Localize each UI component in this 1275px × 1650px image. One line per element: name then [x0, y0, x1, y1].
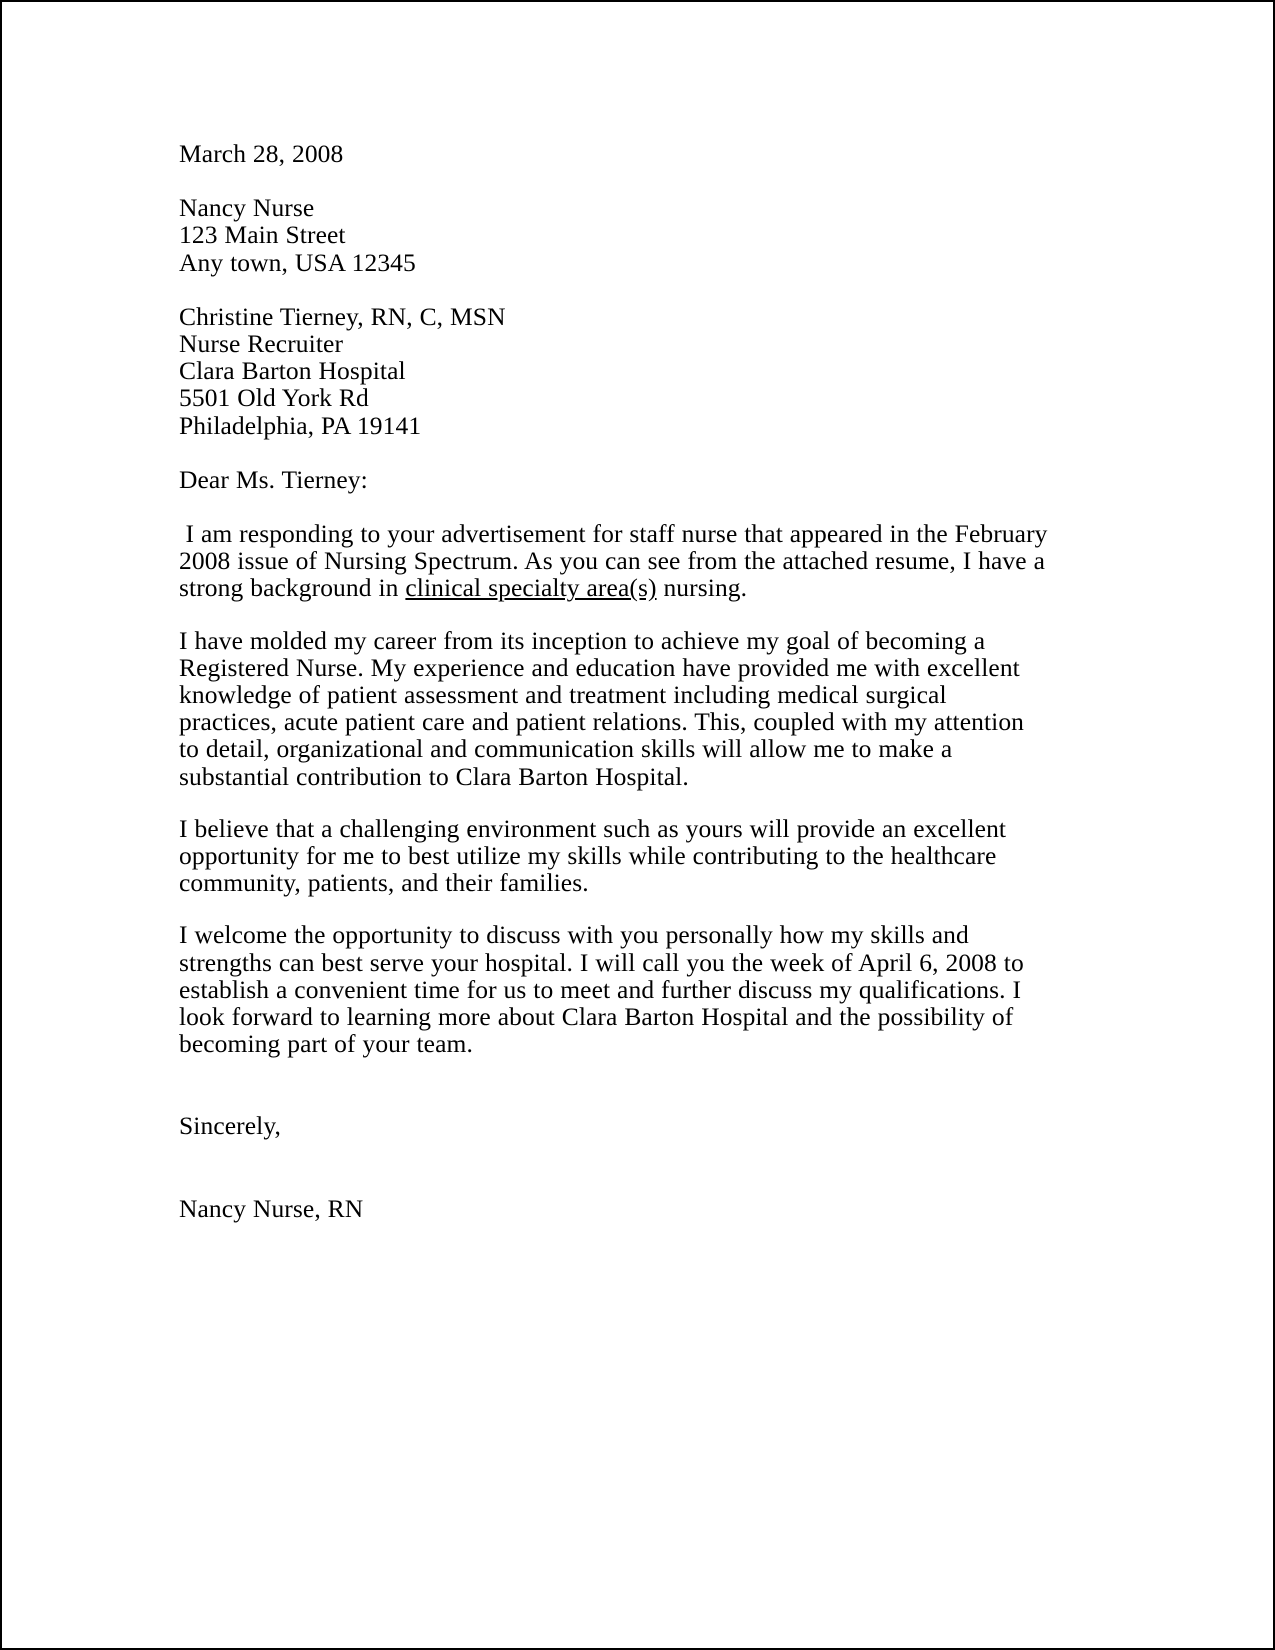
- recipient-organization: Clara Barton Hospital: [179, 356, 406, 386]
- paragraph-1-underlined-placeholder: clinical specialty area(s): [405, 573, 657, 603]
- spacer: [179, 493, 1049, 520]
- sender-address-block: [179, 194, 1049, 276]
- signature-name: Nancy Nurse, RN: [179, 1193, 364, 1223]
- recipient-name: Christine Tierney, RN, C, MSN: [179, 301, 506, 331]
- closing: Sincerely,: [179, 1111, 282, 1141]
- body-paragraph-4: I welcome the opportunity to discuss with you personally how my skills and strengths can best serve your hospital. I will call you the week of April 6, 2008 to establish a convenient time for us to meet and further discuss my qualifications. I look forward to learning more about Clara Barton Hospital and the possibility of becoming part of your team.: [179, 920, 1024, 1059]
- spacer: [179, 167, 1049, 194]
- signature-space: [179, 1140, 1049, 1195]
- spacer: [179, 439, 1049, 466]
- paragraph-1-text-before-underline: I am responding to your advertisement for staff nurse that appeared in the February 2008 issue of Nursing Spectrum. As you can see from the attached resume, I have a strong background in: [179, 519, 1055, 603]
- spacer: [179, 790, 1049, 815]
- salutation: Dear Ms. Tierney:: [179, 464, 368, 494]
- spacer: [179, 896, 1049, 921]
- recipient-street: 5501 Old York Rd: [179, 383, 369, 413]
- paragraph-1-text-after-underline: nursing.: [656, 573, 748, 603]
- recipient-title: Nurse Recruiter: [179, 329, 344, 359]
- sender-street: 123 Main Street: [179, 220, 346, 250]
- spacer: [179, 276, 1049, 303]
- letter-date: March 28, 2008: [179, 139, 344, 168]
- body-paragraph-1: [179, 519, 1055, 603]
- recipient-address-block: [179, 303, 1049, 439]
- sender-city-state-zip: Any town, USA 12345: [179, 247, 416, 277]
- recipient-city-state-zip: Philadelphia, PA 19141: [179, 410, 422, 440]
- letter-body: [179, 139, 1055, 1223]
- body-paragraph-2: I have molded my career from its inception to achieve my goal of becoming a Registered Nurse. My experience and education have provided me with excellent knowledge of patient assessment and treatment including medical surgical practices, acute patient care and patient relations. This, coupled with my attention to detail, organizational and communication skills will allow me to make a substantial contribution to Clara Barton Hospital.: [179, 625, 1025, 791]
- body-paragraph-3: I believe that a challenging environment such as yours will provide an excellent opportunity for me to best utilize my skills while contributing to the healthcare community, patients, and their families.: [179, 813, 1007, 898]
- spacer: [179, 602, 1049, 627]
- sender-name: Nancy Nurse: [179, 193, 315, 223]
- spacer: [179, 1057, 1049, 1112]
